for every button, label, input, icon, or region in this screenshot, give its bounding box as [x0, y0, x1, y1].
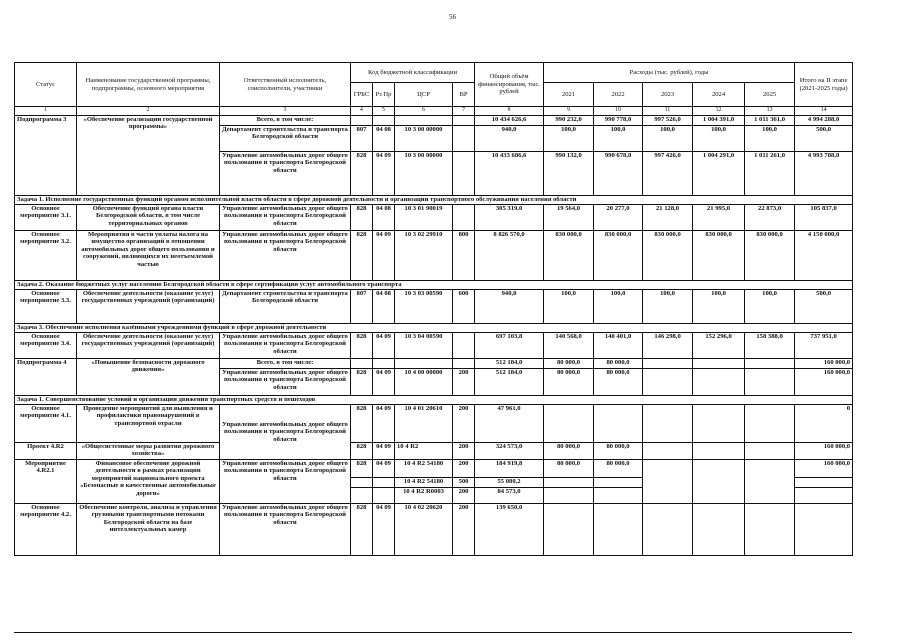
- cell-2024: [693, 504, 745, 556]
- cell-2022: 100,0: [594, 126, 643, 152]
- cell-vr: 600: [453, 290, 475, 324]
- cell-2021: [544, 478, 594, 488]
- col-year-2025: 2025: [745, 83, 795, 107]
- cell-2023: [643, 460, 693, 504]
- column-number: 13: [745, 107, 795, 116]
- cell-2023: [643, 504, 693, 556]
- cell-rzpr: 04 09: [373, 231, 395, 281]
- cell-total: 940,0: [475, 126, 544, 152]
- cell-vr: [453, 116, 475, 126]
- col-expenses: Расходы (тыс. рублей), годы: [544, 63, 795, 83]
- cell-stage-total: [795, 504, 853, 556]
- cell-stage-total: 737 951,0: [795, 333, 853, 359]
- row-executor: Департамент строительства и транспорта Белгородской области: [220, 126, 351, 152]
- cell-2022: [594, 504, 643, 556]
- cell-vr: [453, 205, 475, 231]
- cell-vr: 200: [453, 460, 475, 478]
- cell-vr: [453, 152, 475, 196]
- cell-csr: 10 4 02 20620: [395, 504, 453, 556]
- cell-2024: 21 995,0: [693, 205, 745, 231]
- cell-rzpr: 04 09: [373, 152, 395, 196]
- row-status: Подпрограмма 3: [15, 116, 77, 196]
- row-status: Основное мероприятие 3.1.: [15, 205, 77, 231]
- cell-grbs: [351, 116, 373, 126]
- cell-2025: 1 011 261,0: [745, 152, 795, 196]
- cell-2025: 1 011 361,0: [745, 116, 795, 126]
- cell-vr: 200: [453, 488, 475, 504]
- cell-csr: 10 4 R2 R0003: [395, 488, 453, 504]
- cell-total: 8 826 570,0: [475, 231, 544, 281]
- cell-stage-total: 0: [795, 405, 853, 443]
- cell-rzpr: 04 08: [373, 205, 395, 231]
- cell-csr: 10 3 03 00590: [395, 290, 453, 324]
- table-row: [15, 290, 853, 324]
- column-number: 4: [351, 107, 373, 116]
- column-number-row: [15, 107, 853, 116]
- cell-2022: 140 401,0: [594, 333, 643, 359]
- cell-vr: [453, 359, 475, 369]
- table-row: [15, 460, 853, 478]
- cell-2022: 80 000,0: [594, 359, 643, 369]
- column-number: 14: [795, 107, 853, 116]
- cell-2023: [643, 359, 693, 369]
- cell-total: 55 080,2: [475, 478, 544, 488]
- cell-total: 305 319,0: [475, 205, 544, 231]
- cell-2024: 1 004 391,0: [693, 116, 745, 126]
- col-stage-total: Итого на II этапе (2021-2025 годы): [795, 63, 853, 107]
- cell-2021: 80 000,0: [544, 369, 594, 396]
- table-row: [15, 405, 853, 443]
- row-name: Обеспечение деятельности (оказание услуг) государственных учреждений (организаций): [77, 290, 220, 324]
- cell-grbs: 807: [351, 126, 373, 152]
- cell-csr: 10 4 R2 54180: [395, 460, 453, 478]
- column-number: 8: [475, 107, 544, 116]
- cell-2021: 990 232,0: [544, 116, 594, 126]
- row-executor: Управление автомобильных дорог общего пользования и транспорта Белгородской области: [220, 460, 351, 504]
- cell-2025: 22 873,0: [745, 205, 795, 231]
- row-name: Мероприятия в части уплаты налога на имущество организаций в отношении автомобильных дорог общего пользования и сооружений, являющихся их неотъемлемой частью: [77, 231, 220, 281]
- row-executor: Управление автомобильных дорог общего пользования и транспорта Белгородской области: [220, 504, 351, 556]
- cell-grbs: 828: [351, 231, 373, 281]
- cell-2024: 830 000,0: [693, 231, 745, 281]
- cell-stage-total: 160 000,0: [795, 369, 853, 396]
- cell-2025: 100,0: [745, 126, 795, 152]
- row-name: Обеспечение функций органа власти Белгородской области, в том числе территориальных органов: [77, 205, 220, 231]
- cell-grbs: [351, 478, 373, 488]
- cell-rzpr: 04 09: [373, 504, 395, 556]
- cell-rzpr: 04 09: [373, 333, 395, 359]
- cell-grbs: [351, 359, 373, 369]
- cell-total: 84 573,0: [475, 488, 544, 504]
- cell-2021: 80 000,0: [544, 359, 594, 369]
- cell-grbs: 828: [351, 333, 373, 359]
- cell-vr: 500: [453, 478, 475, 488]
- column-number: 7: [453, 107, 475, 116]
- cell-2021: 80 000,0: [544, 443, 594, 460]
- cell-rzpr: 04 09: [373, 443, 395, 460]
- cell-grbs: 828: [351, 205, 373, 231]
- cell-2022: 990 678,0: [594, 152, 643, 196]
- cell-2022: 80 000,0: [594, 460, 643, 478]
- cell-rzpr: [373, 359, 395, 369]
- col-year-2024: 2024: [693, 83, 745, 107]
- cell-2024: [693, 460, 745, 504]
- cell-total: 324 573,0: [475, 443, 544, 460]
- column-number: 10: [594, 107, 643, 116]
- cell-vr: [453, 333, 475, 359]
- budget-table: [14, 62, 853, 556]
- row-status: Основное мероприятие 4.2.: [15, 504, 77, 556]
- cell-2024: [693, 359, 745, 369]
- cell-2024: [693, 369, 745, 396]
- cell-2024: 100,0: [693, 290, 745, 324]
- page-number: 56: [449, 13, 456, 21]
- cell-2023: [643, 405, 693, 443]
- cell-stage-total: 4 994 288,0: [795, 116, 853, 126]
- row-executor: Управление автомобильных дорог общего пользования и транспорта Белгородской области: [220, 333, 351, 359]
- cell-grbs: 828: [351, 504, 373, 556]
- cell-total: 10 434 626,6: [475, 116, 544, 126]
- col-budget-code: Код бюджетной классификации: [351, 63, 475, 83]
- row-executor: Всего, в том числе:: [220, 116, 351, 126]
- col-year-2022: 2022: [594, 83, 643, 107]
- cell-2022: [594, 478, 643, 488]
- cell-csr: 10 3 00 00000: [395, 152, 453, 196]
- cell-stage-total: 160 000,0: [795, 460, 853, 478]
- table-row: [15, 205, 853, 231]
- column-number: 11: [643, 107, 693, 116]
- row-status: Основное мероприятие 3.3.: [15, 290, 77, 324]
- cell-2022: 990 778,0: [594, 116, 643, 126]
- cell-total: 184 919,8: [475, 460, 544, 478]
- cell-stage-total: 160 000,0: [795, 443, 853, 460]
- row-name: Обеспечение контроля, анализа и управления грузовыми транспортными потоками Белгородской области на базе интеллектуальных камер: [77, 504, 220, 556]
- cell-2022: 80 000,0: [594, 443, 643, 460]
- cell-csr: [395, 116, 453, 126]
- row-name: «Обеспечение реализации государственной программы»: [77, 116, 220, 196]
- cell-2022: [594, 488, 643, 504]
- cell-stage-total: [795, 478, 853, 488]
- header-row: [15, 63, 853, 83]
- cell-total: 512 184,0: [475, 359, 544, 369]
- cell-2023: [643, 443, 693, 460]
- row-name: Проведение мероприятий для выявления и профилактики правонарушений в транспортной отрасли: [77, 405, 220, 443]
- cell-2021: [544, 504, 594, 556]
- cell-2021: [544, 488, 594, 504]
- cell-2025: 100,0: [745, 290, 795, 324]
- row-name: Финансовое обеспечение дорожной деятельности в рамках реализации мероприятий национального проекта «Безопасные и качественные автомобильные дороги»: [77, 460, 220, 504]
- cell-2022: [594, 405, 643, 443]
- cell-stage-total: [795, 488, 853, 504]
- cell-rzpr: [373, 116, 395, 126]
- task-title: Задача 1. Исполнение государственных функций органом исполнительной власти области в сфере дорожной деятельности и организации транспортного обслуживания населения области: [15, 196, 853, 205]
- cell-csr: 10 3 00 00000: [395, 126, 453, 152]
- row-status: Проект 4.R2: [15, 443, 77, 460]
- cell-2023: 830 000,0: [643, 231, 693, 281]
- cell-stage-total: 160 000,0: [795, 359, 853, 369]
- cell-csr: 10 3 02 29910: [395, 231, 453, 281]
- cell-csr: 10 4 R2 54180: [395, 478, 453, 488]
- col-program-name: Наименование государственной программы, подпрограммы, основного мероприятия: [77, 63, 220, 107]
- column-number: 5: [373, 107, 395, 116]
- cell-2023: 100,0: [643, 290, 693, 324]
- cell-total: 10 433 686,6: [475, 152, 544, 196]
- cell-2024: 152 296,0: [693, 333, 745, 359]
- cell-2021: 140 568,0: [544, 333, 594, 359]
- cell-2022: 20 277,0: [594, 205, 643, 231]
- cell-rzpr: [373, 488, 395, 504]
- cell-stage-total: 105 837,0: [795, 205, 853, 231]
- cell-2022: 80 000,0: [594, 369, 643, 396]
- cell-2022: 100,0: [594, 290, 643, 324]
- col-executor: Ответственный исполнитель, соисполнители, участники: [220, 63, 351, 107]
- cell-csr: 10 4 00 00000: [395, 369, 453, 396]
- table-row: [15, 116, 853, 126]
- col-year-2023: 2023: [643, 83, 693, 107]
- page-bottom-rule: [14, 632, 852, 633]
- row-executor: Департамент строительства и транспорта Белгородской области: [220, 290, 351, 324]
- task-row: [15, 396, 853, 405]
- column-number: 2: [77, 107, 220, 116]
- table-row: [15, 359, 853, 369]
- row-executor: Управление автомобильных дорог общего пользования и транспорта Белгородской области: [220, 369, 351, 396]
- cell-2025: [745, 359, 795, 369]
- col-rzpr: Рз Пр: [373, 83, 395, 107]
- cell-csr: [395, 359, 453, 369]
- cell-2025: [745, 405, 795, 443]
- cell-vr: [453, 126, 475, 152]
- cell-rzpr: 04 08: [373, 290, 395, 324]
- col-grbs: ГРБС: [351, 83, 373, 107]
- cell-grbs: 828: [351, 152, 373, 196]
- cell-total: 940,0: [475, 290, 544, 324]
- cell-csr: 10 4 01 20610: [395, 405, 453, 443]
- cell-rzpr: 04 09: [373, 460, 395, 478]
- row-status: Основное мероприятие 3.4.: [15, 333, 77, 359]
- cell-csr: 10 3 04 00590: [395, 333, 453, 359]
- cell-stage-total: 4 150 000,0: [795, 231, 853, 281]
- cell-total: 139 650,0: [475, 504, 544, 556]
- cell-2025: [745, 504, 795, 556]
- task-title: Задача 3. Обеспечение исполнения казёнными учреждениями функций в сфере дорожной деятельности: [15, 324, 853, 333]
- cell-grbs: 828: [351, 443, 373, 460]
- cell-stage-total: 500,0: [795, 290, 853, 324]
- row-name: «Общесистемные меры развития дорожного хозяйства»: [77, 443, 220, 460]
- cell-grbs: 828: [351, 369, 373, 396]
- row-executor: Управление автомобильных дорог общего пользования и транспорта Белгородской области: [220, 231, 351, 281]
- cell-vr: 200: [453, 443, 475, 460]
- cell-2021: 19 564,0: [544, 205, 594, 231]
- cell-2021: 100,0: [544, 126, 594, 152]
- cell-2025: [745, 369, 795, 396]
- cell-vr: 200: [453, 369, 475, 396]
- col-vr: ВР: [453, 83, 475, 107]
- cell-2023: 997 526,0: [643, 116, 693, 126]
- cell-2021: [544, 405, 594, 443]
- cell-grbs: 807: [351, 290, 373, 324]
- col-total: Общий объём финансирования, тыс. рублей: [475, 63, 544, 107]
- table-row: [15, 231, 853, 281]
- col-csr: ЦСР: [395, 83, 453, 107]
- cell-grbs: 828: [351, 405, 373, 443]
- cell-2025: 158 388,0: [745, 333, 795, 359]
- row-executor: Управление автомобильных дорог общего пользования и транспорта Белгородской области: [220, 405, 351, 460]
- cell-2021: 990 132,0: [544, 152, 594, 196]
- row-name: «Повышение безопасности дорожного движения»: [77, 359, 220, 396]
- row-executor: Всего, в том числе:: [220, 359, 351, 369]
- cell-rzpr: 04 09: [373, 405, 395, 443]
- cell-grbs: [351, 488, 373, 504]
- row-status: Подпрограмма 4: [15, 359, 77, 396]
- table-row: [15, 443, 853, 460]
- row-status: Основное мероприятие 3.2.: [15, 231, 77, 281]
- task-row: [15, 281, 853, 290]
- cell-2025: [745, 443, 795, 460]
- column-number: 9: [544, 107, 594, 116]
- row-executor: Управление автомобильных дорог общего пользования и транспорта Белгородской области: [220, 152, 351, 196]
- cell-2023: 100,0: [643, 126, 693, 152]
- task-title: Задача 2. Оказание бюджетных услуг населению Белгородской области в сфере сертификации услуг автомобильного транспорта: [15, 281, 853, 290]
- cell-csr: 10 3 01 90019: [395, 205, 453, 231]
- row-executor: Управление автомобильных дорог общего пользования и транспорта Белгородской области: [220, 205, 351, 231]
- task-row: [15, 196, 853, 205]
- column-number: 3: [220, 107, 351, 116]
- cell-2023: [643, 369, 693, 396]
- task-row: [15, 324, 853, 333]
- cell-stage-total: 500,0: [795, 126, 853, 152]
- cell-2023: 21 128,0: [643, 205, 693, 231]
- cell-vr: 200: [453, 504, 475, 556]
- col-status: Статус: [15, 63, 77, 107]
- cell-rzpr: 04 09: [373, 369, 395, 396]
- cell-2024: 100,0: [693, 126, 745, 152]
- table-row: [15, 333, 853, 359]
- cell-rzpr: [373, 478, 395, 488]
- cell-total: 47 961,0: [475, 405, 544, 443]
- cell-total: 697 103,8: [475, 333, 544, 359]
- cell-2021: 830 000,0: [544, 231, 594, 281]
- cell-2021: 100,0: [544, 290, 594, 324]
- cell-vr: 200: [453, 405, 475, 443]
- cell-2021: 80 000,0: [544, 460, 594, 478]
- cell-rzpr: 04 08: [373, 126, 395, 152]
- column-number: 12: [693, 107, 745, 116]
- column-number: 6: [395, 107, 453, 116]
- cell-2025: 830 000,0: [745, 231, 795, 281]
- row-status: Мероприятие 4.R2.1: [15, 460, 77, 504]
- cell-stage-total: 4 993 788,0: [795, 152, 853, 196]
- column-number: 1: [15, 107, 77, 116]
- cell-2024: [693, 443, 745, 460]
- cell-grbs: 828: [351, 460, 373, 478]
- row-status: Основное мероприятие 4.1.: [15, 405, 77, 443]
- cell-2024: 1 004 291,0: [693, 152, 745, 196]
- cell-2023: 146 298,0: [643, 333, 693, 359]
- cell-2025: [745, 460, 795, 504]
- cell-2023: 997 426,0: [643, 152, 693, 196]
- cell-vr: 800: [453, 231, 475, 281]
- col-year-2021: 2021: [544, 83, 594, 107]
- table-row: [15, 504, 853, 556]
- cell-csr: 10 4 R2: [395, 443, 453, 460]
- cell-2024: [693, 405, 745, 443]
- row-name: Обеспечение деятельности (оказание услуг) государственных учреждений (организаций): [77, 333, 220, 359]
- cell-2022: 830 000,0: [594, 231, 643, 281]
- task-title: Задача 1. Совершенствование условий и организации движения транспортных средств и пешеходов: [15, 396, 853, 405]
- cell-total: 512 184,0: [475, 369, 544, 396]
